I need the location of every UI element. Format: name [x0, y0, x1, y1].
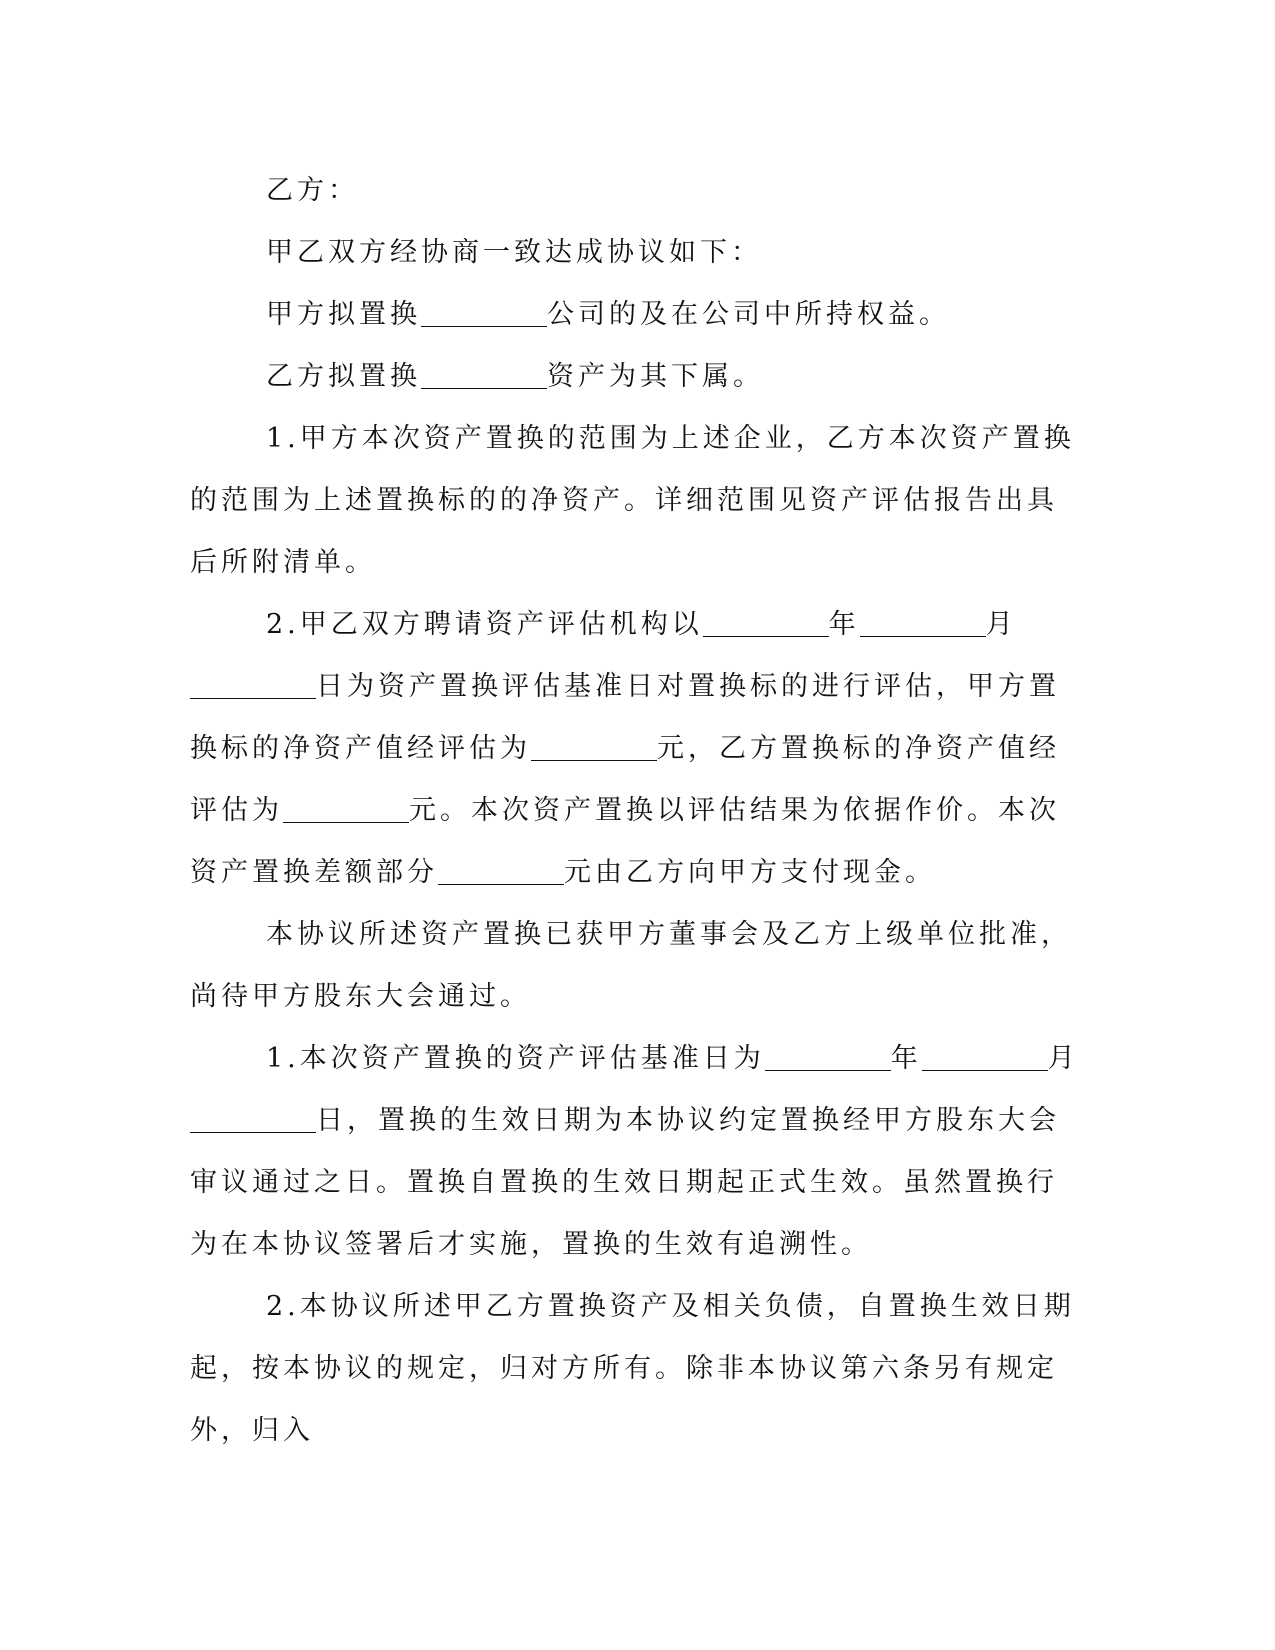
ownership-transfer-clause: 2.本协议所述甲乙方置换资产及相关负债，自置换生效日期起，按本协议的规定，归对方所有。除非本协议第六条另有规定外，归入	[190, 1291, 1075, 1446]
clause-text: 月	[1047, 1043, 1079, 1074]
party-b-label: 乙方：	[266, 175, 359, 206]
fill-in-blank-day[interactable]	[190, 1102, 316, 1133]
fill-in-blank-month[interactable]	[860, 606, 986, 637]
clause-text: 1.本次资产置换的资产评估基准日为	[266, 1043, 765, 1074]
approval-clause: 本协议所述资产置换已获甲方董事会及乙方上级单位批准，尚待甲方股东大会通过。	[190, 919, 1072, 1012]
fill-in-blank[interactable]	[421, 296, 547, 327]
fill-in-blank-amount[interactable]	[283, 792, 409, 823]
fill-in-blank-amount[interactable]	[438, 854, 564, 885]
clause-text: 2.甲乙双方聘请资产评估机构以	[266, 609, 703, 640]
fill-in-blank-month[interactable]	[922, 1040, 1048, 1071]
fill-in-blank-amount[interactable]	[531, 730, 657, 761]
clause-text: 月	[985, 609, 1017, 640]
fill-in-blank-year[interactable]	[703, 606, 829, 637]
clause-text: 甲方拟置换	[266, 299, 421, 330]
document-body	[190, 160, 1080, 1462]
fill-in-blank[interactable]	[421, 358, 547, 389]
party-b-swap-clause	[190, 346, 1080, 408]
party-a-swap-clause	[190, 284, 1080, 346]
swap-scope-clause: 1.甲方本次资产置换的范围为上述企业，乙方本次资产置换的范围为上述置换标的的净资产。详细范围见资产评估报告出具后所附清单。	[190, 423, 1075, 578]
clause-text: 日，置换的生效日期为本协议约定置换经甲方股东大会审议通过之日。置换自置换的生效日期起正式生效。虽然置换行为在本协议签署后才实施，置换的生效有追溯性。	[190, 1105, 1060, 1260]
clause-text: 日为资产置换评估基准日对置换标的进行评估，甲方置换标的净资产值经评估为	[190, 671, 1060, 764]
agreement-intro: 甲乙双方经协商一致达成协议如下：	[266, 237, 762, 268]
clause-text: 公司的及在公司中所持权益。	[547, 299, 950, 330]
clause-text: 资产为其下属。	[547, 361, 764, 392]
valuation-clause	[190, 594, 1080, 904]
clause-text: 年	[890, 1043, 922, 1074]
clause-text: 元。本次资产置换以评估结果为依据作价。本次资产置换差额部分	[190, 795, 1060, 888]
clause-text: 年	[828, 609, 860, 640]
clause-text: 乙方拟置换	[266, 361, 421, 392]
clause-text: 元由乙方向甲方支付现金。	[564, 857, 936, 888]
effective-date-clause	[190, 1028, 1080, 1276]
fill-in-blank-day[interactable]	[190, 668, 316, 699]
clause-text: 元，乙方置换标的净资产值经评估为	[190, 733, 1060, 826]
fill-in-blank-year[interactable]	[765, 1040, 891, 1071]
